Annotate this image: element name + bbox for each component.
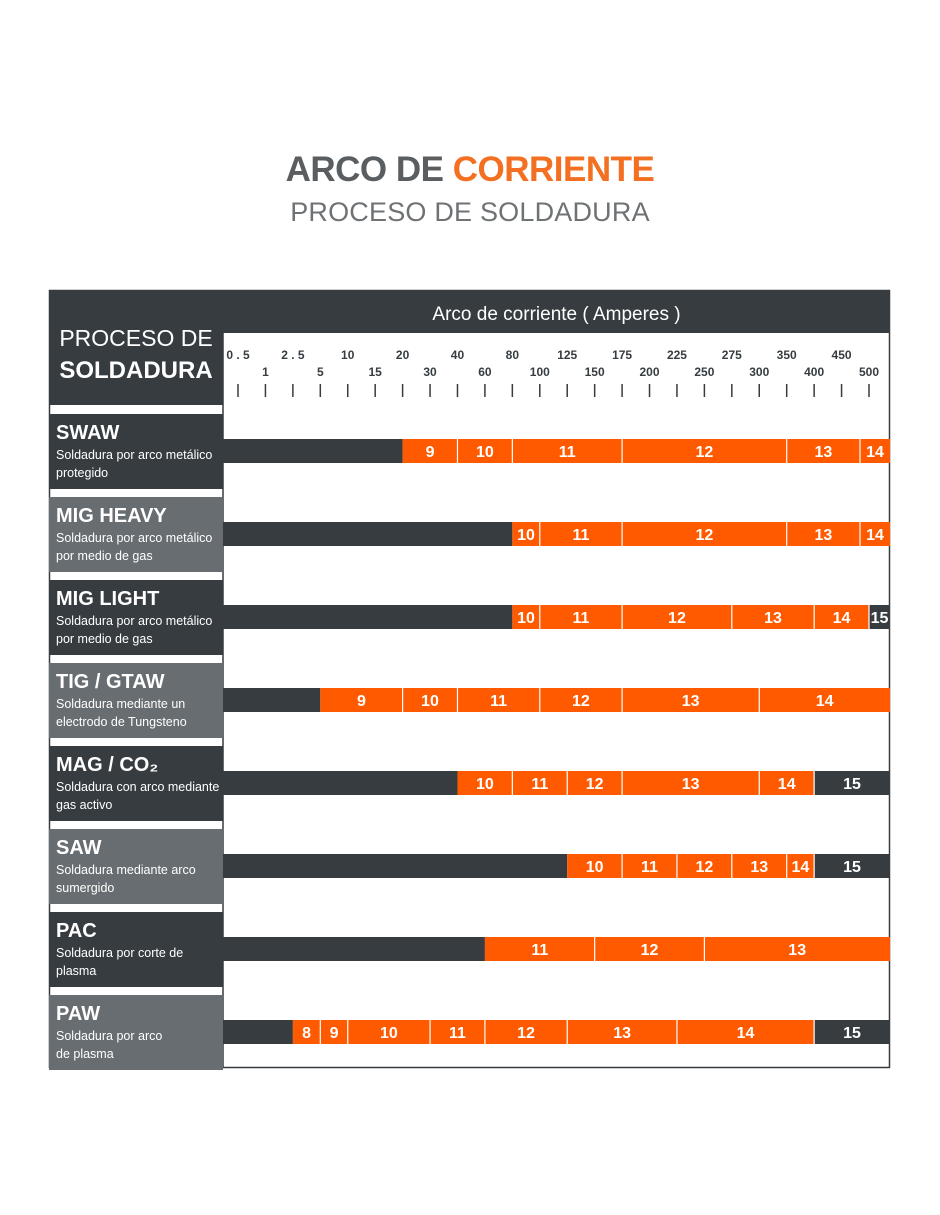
bar-label-pac-12: 12 [640,942,659,959]
bar-label-mag-co-15: 15 [843,776,861,793]
process-desc-1-saw: Soldadura mediante arco [56,863,196,877]
tick-label-300: 300 [749,365,770,379]
bar-label-saw-14: 14 [791,859,810,876]
tick-label-450: 450 [831,348,852,362]
tick-label-125: 125 [557,348,578,362]
bar-label-paw-9: 9 [329,1025,339,1042]
bar-label-swaw-12: 12 [695,444,714,461]
axis-title: Arco de corriente ( Amperes ) [432,304,681,325]
bar-label-mig-light-13: 13 [764,610,782,627]
bar-label-mig-light-12: 12 [668,610,686,627]
bar-label-paw-14: 14 [736,1025,755,1042]
bar-label-tig-gtaw-13: 13 [681,693,700,710]
bar-label-paw-12: 12 [517,1025,535,1042]
bar-base-mig-heavy [223,522,512,546]
tick-label-250: 250 [694,365,715,379]
bar-label-mag-co-12: 12 [585,776,604,793]
tick-label-60: 60 [478,365,492,379]
tick-label-0.5: 0 . 5 [226,348,250,362]
title-part-gray: ARCO DE [285,150,444,189]
tick-label-30: 30 [423,365,437,379]
process-desc-1-paw: Soldadura por arco [56,1029,163,1043]
bar-label-mig-heavy-13: 13 [814,527,833,544]
tick-label-200: 200 [639,365,660,379]
bar-base-pac [223,937,485,961]
process-name-mag-co: MAG / CO₂ [56,754,159,776]
bar-label-saw-10: 10 [585,859,604,876]
tick-label-350: 350 [776,348,797,362]
bar-label-saw-15: 15 [843,859,861,876]
page-subtitle: PROCESO DE SOLDADURA [290,197,650,227]
bar-label-mig-light-15: 15 [870,610,889,627]
bar-label-tig-gtaw-9: 9 [357,693,366,710]
bar-label-mag-co-14: 14 [777,776,796,793]
process-name-mig-heavy: MIG HEAVY [56,505,167,527]
bar-label-tig-gtaw-14: 14 [815,693,834,710]
bar-label-tig-gtaw-11: 11 [490,693,508,710]
process-desc-1-swaw: Soldadura por arco metálico [56,448,213,462]
process-name-swaw: SWAW [56,422,120,444]
process-name-paw: PAW [56,1003,101,1025]
tick-label-1: 1 [262,365,269,379]
bar-label-tig-gtaw-12: 12 [572,693,590,710]
bar-label-swaw-10: 10 [476,444,494,461]
bar-base-mig-light [223,605,512,629]
bar-label-swaw-14: 14 [866,444,884,461]
bar-label-mig-heavy-11: 11 [572,527,590,544]
tick-label-2.5: 2 . 5 [281,348,305,362]
process-name-pac: PAC [56,920,97,942]
tick-label-500: 500 [858,365,880,379]
tick-label-175: 175 [612,348,633,362]
bar-label-paw-10: 10 [379,1025,398,1042]
bar-label-saw-13: 13 [750,859,769,876]
bar-base-swaw [223,439,403,463]
bar-base-mag-co [223,771,457,795]
process-desc-2-mig-light: por medio de gas [56,632,153,646]
bar-label-swaw-11: 11 [558,444,576,461]
title-part-orange: CORRIENTE [452,150,655,189]
bar-label-swaw-9: 9 [425,444,435,461]
bar-label-pac-13: 13 [788,942,807,959]
tick-label-225: 225 [666,348,687,362]
tick-label-150: 150 [584,365,605,379]
bar-label-saw-11: 11 [641,859,658,876]
bar-label-mag-co-13: 13 [681,776,700,793]
tick-label-275: 275 [721,348,742,362]
tick-label-10: 10 [341,348,355,362]
corner-header-line-1: PROCESO DE [59,325,213,351]
bar-label-paw-11: 11 [449,1025,466,1042]
bar-base-paw [223,1020,293,1044]
bar-base-saw [223,854,567,878]
bar-label-pac-11: 11 [531,942,549,959]
process-desc-1-mag-co: Soldadura con arco mediante [56,780,220,794]
tick-label-80: 80 [505,348,520,362]
bar-label-mig-heavy-10: 10 [517,527,535,544]
bar-label-saw-12: 12 [695,859,714,876]
tick-label-100: 100 [529,365,550,379]
process-name-tig-gtaw: TIG / GTAW [56,671,165,693]
tick-label-20: 20 [395,348,410,362]
bar-label-mag-co-10: 10 [476,776,494,793]
bar-label-tig-gtaw-10: 10 [421,693,439,710]
bar-label-mig-light-14: 14 [832,610,851,627]
process-desc-1-mig-heavy: Soldadura por arco metálico [56,531,213,545]
process-desc-2-mag-co: gas activo [56,798,113,812]
process-desc-2-paw: de plasma [56,1047,114,1061]
corner-header-line-2: SOLDADURA [59,357,213,384]
process-desc-1-tig-gtaw: Soldadura mediante un [56,697,186,711]
bar-label-mig-heavy-14: 14 [866,527,884,544]
bar-base-tig-gtaw [223,688,320,712]
tick-label-40: 40 [450,348,465,362]
process-desc-2-tig-gtaw: electrodo de Tungsteno [56,715,187,729]
bar-label-paw-13: 13 [613,1025,631,1042]
tick-label-5: 5 [316,365,324,379]
bar-label-mig-light-11: 11 [572,610,590,627]
process-desc-1-pac: Soldadura por corte de [56,946,184,960]
bar-label-swaw-13: 13 [814,444,833,461]
tick-label-15: 15 [368,365,382,379]
process-desc-2-swaw: protegido [56,466,109,480]
bar-label-mag-co-11: 11 [531,776,549,793]
process-name-saw: SAW [56,837,102,859]
process-desc-2-saw: sumergido [56,881,115,895]
bar-label-paw-15: 15 [843,1025,861,1042]
bar-label-paw-8: 8 [302,1025,312,1042]
process-desc-1-mig-light: Soldadura por arco metálico [56,614,213,628]
process-desc-2-pac: plasma [56,964,97,978]
bar-label-mig-light-10: 10 [517,610,535,627]
process-name-mig-light: MIG LIGHT [56,588,160,610]
tick-label-400: 400 [804,365,825,379]
process-desc-2-mig-heavy: por medio de gas [56,549,153,563]
bar-label-mig-heavy-12: 12 [695,527,714,544]
